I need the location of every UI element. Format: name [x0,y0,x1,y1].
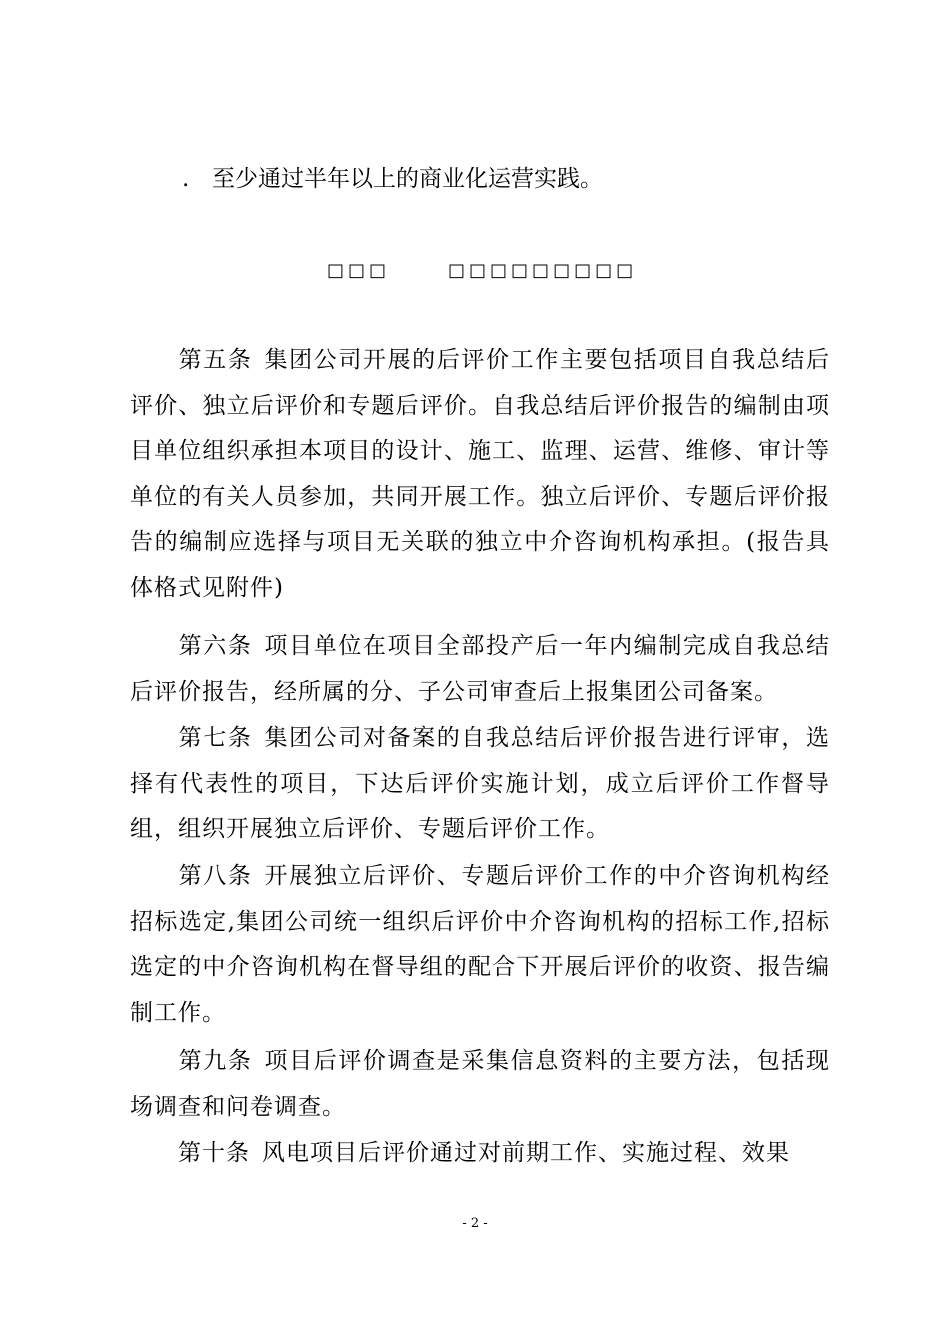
article-paragraph [130,1131,830,1177]
article-paragraph [130,716,830,853]
article-text: 集团公司对备案的自我总结后评价报告进行评审，选择有代表性的项目，下达后评价实施计划，成立后评价工作督导组，组织开展独立后评价、专题后评价工作。 [130,725,831,842]
article-text: 项目后评价调查是采集信息资料的主要方法，包括现场调查和问卷调查。 [130,1048,831,1120]
chapter-heading [327,256,637,286]
bullet-text: 至少通过半年以上的商业化运营实践。 [212,166,603,192]
article-text: 开展独立后评价、专题后评价工作的中介咨询机构经招标选定,集团公司统一组织后评价中介咨询机构的招标工作,招标选定的中介咨询机构在督导组的配合下开展后评价的收资、报告编制工作。 [130,863,831,1026]
article-number: 第九条 [178,1048,253,1074]
page-number: - 2 - [462,1216,488,1231]
article-paragraph [130,1039,830,1130]
article-number: 第五条 [178,347,253,373]
chapter-heading-title: □□□□□□□□□ [448,260,638,281]
article-text: 风电项目后评价通过对前期工作、实施过程、效果 [262,1140,790,1166]
article-paragraph [130,338,830,611]
chapter-heading-number: □□□ [327,260,391,281]
article-number: 第十条 [178,1140,250,1166]
bullet-marker: . [182,166,190,192]
article-paragraph [130,624,830,715]
article-paragraph [130,854,830,1036]
article-number: 第七条 [178,725,253,751]
article-text: 集团公司开展的后评价工作主要包括项目自我总结后评价、独立后评价和专题后评价。自我总结后评价报告的编制由项目单位组织承担本项目的设计、施工、监理、运营、维修、审计等单位的有关人员参加，共同开展工作。独立后评价、专题后评价报告的编制应选择与项目无关联的独立中介咨询机构承担。(报告具体格式见附件) [130,347,831,601]
bullet-item [182,164,603,194]
article-number: 第六条 [178,633,253,659]
article-text: 项目单位在项目全部投产后一年内编制完成自我总结后评价报告，经所属的分、子公司审查后上报集团公司备案。 [130,633,831,705]
article-number: 第八条 [178,863,253,889]
